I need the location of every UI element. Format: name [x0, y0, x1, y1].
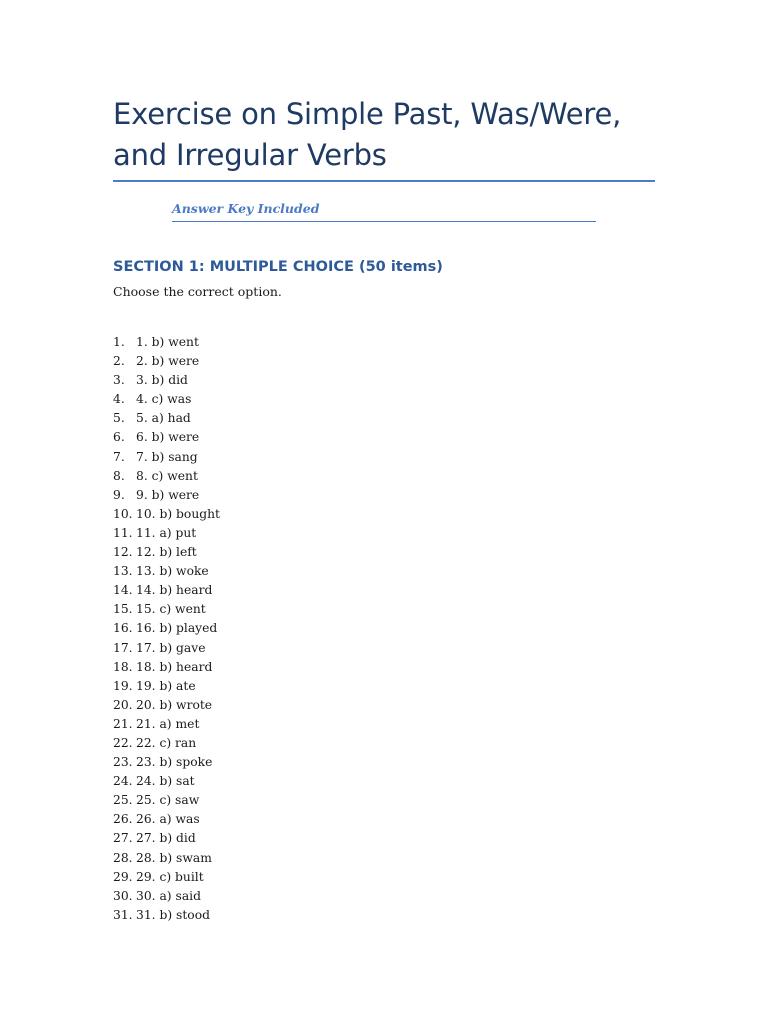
list-item-number: 11. — [113, 525, 133, 540]
list-item-number: 5. — [113, 411, 125, 426]
list-item-number: 9. — [113, 487, 125, 502]
list-item-number: 10. — [113, 506, 133, 521]
list-item-answer: 18. b) heard — [136, 659, 213, 674]
list-item — [113, 524, 220, 543]
list-item-answer: 22. c) ran — [136, 735, 197, 750]
list-item — [113, 639, 220, 658]
list-item — [113, 906, 220, 925]
list-item-answer: 9. b) were — [136, 487, 200, 502]
list-item — [113, 849, 220, 868]
list-item — [113, 505, 220, 524]
list-item-number: 29. — [113, 869, 133, 884]
list-item-number: 20. — [113, 697, 133, 712]
list-item-answer: 5. a) had — [136, 411, 191, 426]
list-item-number: 30. — [113, 888, 133, 903]
list-item-answer: 28. b) swam — [136, 850, 212, 865]
list-item-answer: 21. a) met — [136, 716, 200, 731]
list-item — [113, 486, 220, 505]
list-item — [113, 333, 220, 352]
answer-list — [113, 333, 220, 925]
list-item — [113, 887, 220, 906]
list-item-number: 26. — [113, 812, 133, 827]
list-item-answer: 4. c) was — [136, 392, 192, 407]
document-subtitle: Answer Key Included — [172, 201, 320, 216]
section-instructions: Choose the correct option. — [113, 284, 282, 299]
list-item-answer: 6. b) were — [136, 430, 200, 445]
list-item-number: 19. — [113, 678, 133, 693]
list-item — [113, 390, 220, 409]
list-item-answer: 10. b) bought — [136, 506, 220, 521]
list-item-number: 12. — [113, 545, 133, 560]
list-item — [113, 734, 220, 753]
list-item-number: 27. — [113, 831, 133, 846]
list-item-answer: 24. b) sat — [136, 774, 195, 789]
list-item-answer: 7. b) sang — [136, 449, 198, 464]
list-item-number: 22. — [113, 735, 133, 750]
list-item-number: 18. — [113, 659, 133, 674]
subtitle-divider — [172, 221, 596, 222]
list-item-answer: 11. a) put — [136, 525, 197, 540]
list-item — [113, 543, 220, 562]
list-item-number: 4. — [113, 392, 125, 407]
list-item — [113, 409, 220, 428]
list-item-number: 7. — [113, 449, 125, 464]
list-item-number: 15. — [113, 602, 133, 617]
list-item-answer: 2. b) were — [136, 354, 200, 369]
list-item-answer: 29. c) built — [136, 869, 204, 884]
list-item-number: 13. — [113, 564, 133, 579]
list-item — [113, 868, 220, 887]
list-item-number: 21. — [113, 716, 133, 731]
list-item — [113, 753, 220, 772]
list-item-answer: 12. b) left — [136, 545, 197, 560]
list-item — [113, 772, 220, 791]
list-item — [113, 829, 220, 848]
list-item-number: 25. — [113, 793, 133, 808]
list-item-answer: 3. b) did — [136, 373, 188, 388]
list-item-answer: 16. b) played — [136, 621, 218, 636]
list-item — [113, 448, 220, 467]
list-item — [113, 619, 220, 638]
list-item — [113, 428, 220, 447]
list-item-number: 3. — [113, 373, 125, 388]
list-item-number: 28. — [113, 850, 133, 865]
list-item — [113, 810, 220, 829]
list-item-answer: 8. c) went — [136, 468, 198, 483]
list-item-number: 17. — [113, 640, 133, 655]
list-item-number: 14. — [113, 583, 133, 598]
list-item-answer: 14. b) heard — [136, 583, 213, 598]
list-item-answer: 17. b) gave — [136, 640, 206, 655]
list-item — [113, 581, 220, 600]
list-item-answer: 20. b) wrote — [136, 697, 213, 712]
list-item-answer: 27. b) did — [136, 831, 196, 846]
list-item — [113, 791, 220, 810]
title-divider — [113, 180, 655, 182]
list-item — [113, 658, 220, 677]
section-heading: SECTION 1: MULTIPLE CHOICE (50 items) — [113, 259, 443, 275]
list-item-number: 24. — [113, 774, 133, 789]
list-item — [113, 467, 220, 486]
list-item-number: 2. — [113, 354, 125, 369]
list-item-number: 8. — [113, 468, 125, 483]
list-item — [113, 677, 220, 696]
list-item-number: 31. — [113, 907, 133, 922]
list-item-answer: 1. b) went — [136, 335, 199, 349]
list-item — [113, 696, 220, 715]
list-item-answer: 26. a) was — [136, 812, 200, 827]
list-item — [113, 352, 220, 371]
list-item-number: 1. — [113, 335, 125, 349]
list-item-answer: 25. c) saw — [136, 793, 200, 808]
list-item — [113, 715, 220, 734]
list-item-answer: 15. c) went — [136, 602, 206, 617]
list-item — [113, 371, 220, 390]
list-item-number: 23. — [113, 755, 133, 770]
list-item-number: 6. — [113, 430, 125, 445]
list-item — [113, 600, 220, 619]
list-item-answer: 23. b) spoke — [136, 755, 213, 770]
list-item-answer: 30. a) said — [136, 888, 201, 903]
list-item-number: 16. — [113, 621, 133, 636]
list-item — [113, 562, 220, 581]
list-item-answer: 31. b) stood — [136, 907, 210, 922]
list-item-answer: 13. b) woke — [136, 564, 209, 579]
list-item-answer: 19. b) ate — [136, 678, 196, 693]
document-title: Exercise on Simple Past, Was/Were, and Irregular Verbs — [113, 97, 622, 172]
